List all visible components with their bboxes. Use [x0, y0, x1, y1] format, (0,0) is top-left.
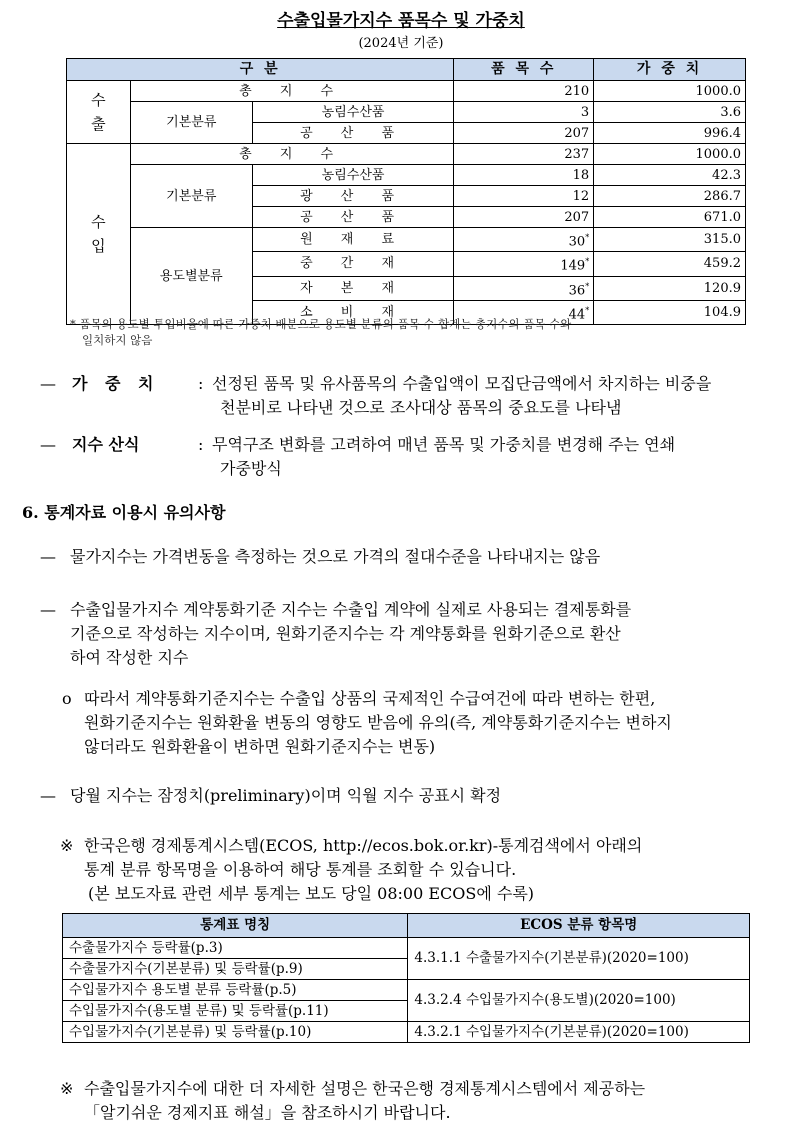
- dash-marker: —: [40, 547, 56, 566]
- row-weight: 996.4: [594, 123, 746, 144]
- stat-table-name: 수출물가지수 등락률(p.3): [63, 938, 408, 959]
- footnote-star: *: [585, 305, 590, 315]
- header-ecos-item: ECOS 분류 항목명: [408, 914, 750, 938]
- footnote-line: * 품목의 용도별 투입비율에 따른 가중치 배분으로 용도별 분류의 품목 수 합계는 총지수의 품목 수와: [70, 317, 572, 331]
- note-ecos: [60, 834, 800, 908]
- dash-marker: —: [40, 374, 56, 393]
- dash-marker: —: [40, 435, 56, 454]
- row-label: 농림수산품: [252, 102, 454, 123]
- note-text: 물가지수는 가격변동을 측정하는 것으로 가격의 절대수준을 나타내지는 않음: [70, 547, 601, 566]
- note-guide: [60, 1077, 800, 1127]
- note-text: 당월 지수는 잠정치(preliminary)이며 익월 지수 공표시 확정: [70, 786, 502, 805]
- row-count: 210: [454, 81, 594, 102]
- subgroup-label: 기본분류: [130, 102, 252, 144]
- definition-body: [212, 433, 802, 481]
- definition-term: 지수 산식: [72, 435, 140, 454]
- row-weight: 104.9: [594, 300, 746, 324]
- export-group-label: 수 출: [67, 81, 131, 144]
- row-count: 44*: [454, 300, 594, 324]
- row-count: 149*: [454, 252, 594, 276]
- row-weight: 315.0: [594, 228, 746, 252]
- dash-marker: —: [40, 786, 56, 805]
- page-title: 수출입물가지수 품목수 및 가중치: [277, 11, 525, 31]
- definition-formula: [40, 433, 800, 483]
- reference-mark: ※: [60, 836, 74, 855]
- table-row: [67, 81, 746, 102]
- stat-table-name: 수입물가지수(용도별 분류) 및 등락률(p.11): [63, 1001, 408, 1022]
- ecos-table: [62, 913, 750, 1043]
- header-category: 구 분: [67, 59, 454, 81]
- row-weight: 1000.0: [594, 81, 746, 102]
- footnote-star: *: [585, 281, 590, 291]
- row-label: 광 산 품: [252, 186, 454, 207]
- table-row: [63, 938, 750, 959]
- note-text: 수출입물가지수 계약통화기준 지수는 수출입 계약에 실제로 사용되는 결제통화를 기준으로 작성하는 지수이며, 원화기준지수는 각 계약통화를 원화기준으로 환산 하여 작성한 지수: [70, 600, 632, 667]
- row-count: 30*: [454, 228, 594, 252]
- ecos-item-name: 4.3.2.4 수입물가지수(용도별)(2020=100): [408, 980, 750, 1022]
- row-label: 공 산 품: [252, 123, 454, 144]
- row-label: 총 지 수: [130, 144, 454, 165]
- definition-weight: [40, 372, 800, 422]
- table-header-row: [67, 59, 746, 81]
- subgroup-label: 기본분류: [130, 165, 252, 228]
- footnote-star: *: [585, 257, 590, 267]
- note-text: 수출입물가지수에 대한 더 자세한 설명은 한국은행 경제통계시스템에서 제공하는 「알기쉬운 경제지표 해설」을 참조하시기 바랍니다.: [84, 1079, 646, 1122]
- row-weight: 671.0: [594, 207, 746, 228]
- footnote-star: *: [585, 233, 590, 242]
- row-label: 공 산 품: [252, 207, 454, 228]
- row-label: 소 비 재: [252, 300, 454, 324]
- row-count: 36*: [454, 276, 594, 300]
- table-row: [63, 1022, 750, 1043]
- row-label: 자 본 재: [252, 276, 454, 300]
- definition-colon: :: [198, 374, 204, 393]
- definition-line: 선정된 품목 및 유사품목의 수출입액이 모집단금액에서 차지하는 비중을: [212, 374, 712, 393]
- stat-table-name: 수입물가지수 용도별 분류 등락률(p.5): [63, 980, 408, 1001]
- row-label: 원 재 료: [252, 228, 454, 252]
- note-fx-effect: [62, 687, 800, 761]
- definition-line: 가중방식: [220, 459, 282, 478]
- page-subtitle: (2024년 기준): [358, 36, 444, 51]
- row-label: 농림수산품: [252, 165, 454, 186]
- header-weight: 가 중 치: [594, 59, 746, 81]
- note-index-basis: [40, 598, 800, 672]
- ecos-item-name: 4.3.1.1 수출물가지수(기본분류)(2020=100): [408, 938, 750, 980]
- table-row: [63, 980, 750, 1001]
- table-row: [67, 165, 746, 186]
- table-row: [67, 144, 746, 165]
- row-weight: 286.7: [594, 186, 746, 207]
- row-count: 207: [454, 207, 594, 228]
- definition-body: [212, 372, 802, 420]
- row-count: 12: [454, 186, 594, 207]
- definition-line: 무역구조 변화를 고려하여 매년 품목 및 가중치를 변경해 주는 연쇄: [212, 435, 676, 454]
- section-title: 6. 통계자료 이용시 유의사항: [22, 503, 226, 522]
- weights-table: [66, 58, 746, 325]
- header-count: 품 목 수: [454, 59, 594, 81]
- reference-mark: ※: [60, 1079, 74, 1098]
- row-weight: 120.9: [594, 276, 746, 300]
- dash-marker: —: [40, 600, 56, 619]
- table-footnote: [70, 316, 760, 348]
- note-preliminary: [40, 784, 800, 810]
- table-row: [67, 102, 746, 123]
- bullet-marker: o: [62, 689, 72, 708]
- import-group-label: 수 입: [67, 144, 131, 325]
- footnote-line: 일치하지 않음: [82, 333, 153, 347]
- note-text: 따라서 계약통화기준지수는 수출입 상품의 국제적인 수급여건에 따라 변하는 한편, 원화기준지수는 원화환율 변동의 영향도 받음에 유의(즉, 계약통화기준지수는 변하지 않더라도 원화환율이 변하면 원화기준지수는 변동): [84, 689, 672, 756]
- ecos-item-name: 4.3.2.1 수입물가지수(기본분류)(2020=100): [408, 1022, 750, 1043]
- subgroup-label: 용도별분류: [130, 228, 252, 325]
- header-table-name: 통계표 명칭: [63, 914, 408, 938]
- row-count: 207: [454, 123, 594, 144]
- row-count: 18: [454, 165, 594, 186]
- row-weight: 3.6: [594, 102, 746, 123]
- row-label: 중 간 재: [252, 252, 454, 276]
- definition-colon: :: [198, 435, 204, 454]
- stat-table-name: 수출물가지수(기본분류) 및 등락률(p.9): [63, 959, 408, 980]
- row-count: 237: [454, 144, 594, 165]
- row-count: 3: [454, 102, 594, 123]
- row-weight: 42.3: [594, 165, 746, 186]
- table-row: [67, 228, 746, 252]
- definition-line: 천분비로 나타낸 것으로 조사대상 품목의 중요도를 나타냄: [220, 398, 622, 417]
- row-label: 총 지 수: [130, 81, 454, 102]
- definition-term: 가 중 치: [72, 374, 160, 393]
- note-text: 한국은행 경제통계시스템(ECOS, http://ecos.bok.or.kr)-통계검색에서 아래의 통계 분류 항목명을 이용하여 해당 통계를 조회할 수 있습니다. (본 보도자료 관련 세부 통계는 보도 당일 08:00 ECOS에 수록): [84, 836, 643, 903]
- table-header-row: [63, 914, 750, 938]
- stat-table-name: 수입물가지수(기본분류) 및 등락률(p.10): [63, 1022, 408, 1043]
- row-weight: 1000.0: [594, 144, 746, 165]
- note-absolute-level: [40, 545, 800, 571]
- row-weight: 459.2: [594, 252, 746, 276]
